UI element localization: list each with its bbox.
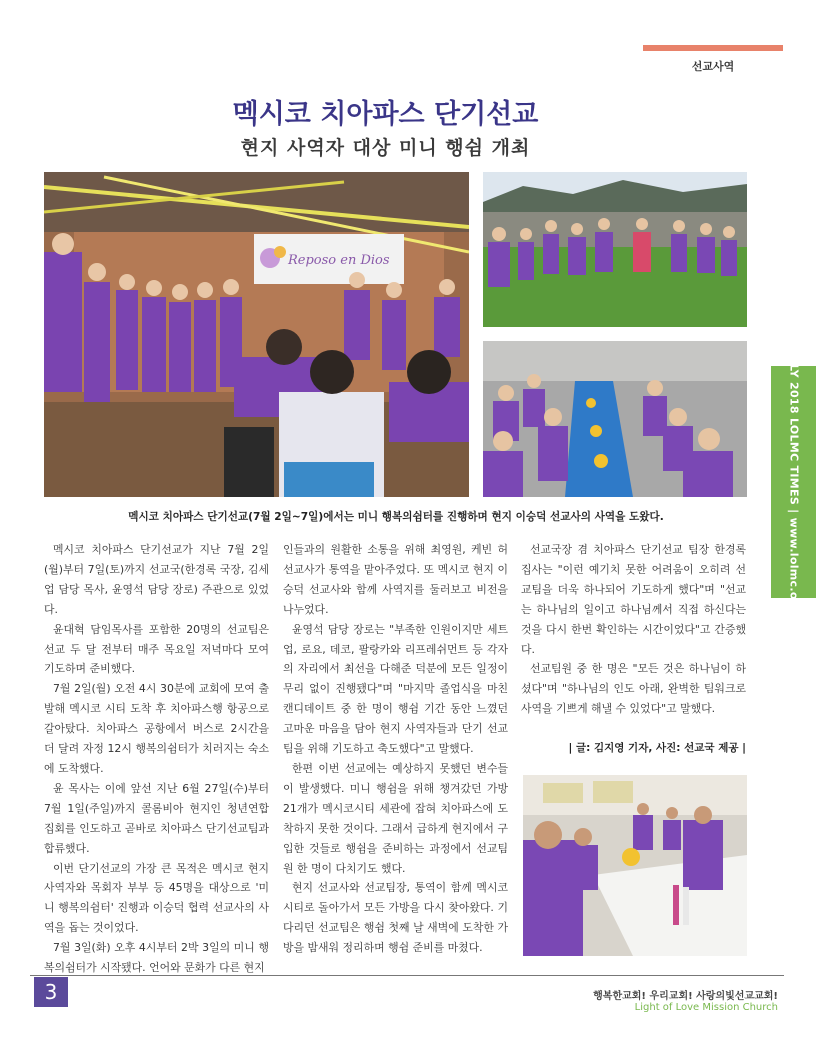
article-column-3 <box>521 540 746 719</box>
paragraph: 7월 3일(화) 오후 4시부터 2박 3일의 미니 행복의쉼터가 시작됐다. 언어와 문화가 다른 현지 <box>44 941 269 975</box>
article-column-1 <box>44 540 269 978</box>
side-tab-text: JULY 2018 LOLMC TIMES | www.lolmc.org <box>787 350 800 614</box>
paragraph: 이번 단기선교의 가장 큰 목적은 멕시코 현지 사역자와 목회자 부부 등 45명을 대상으로 '미니 행복의쉼터' 진행과 이승덕 협력 선교사의 사역을 돕는 것이었다. <box>44 861 269 935</box>
paragraph: 멕시코 치아파스 단기선교가 지난 7월 2일(월)부터 7일(토)까지 선교국(한경록 국장, 김세업 담당 목사, 윤영석 담당 장로) 주관으로 있었다. <box>44 543 269 616</box>
paragraph: 윤 목사는 이에 앞선 지난 6월 27일(수)부터 7월 1일(주일)까지 콜롬비아 현지인 청년연합집회를 인도하고 곧바로 치아파스 단기선교팀과 합류했다. <box>44 781 269 855</box>
group-table-photo <box>483 341 747 497</box>
paragraph: 7월 2일(월) 오전 4시 30분에 교회에 모여 출발해 멕시코 시티 도착 후 치아파스행 항공으로 갈아탔다. 치아파스 공항에서 버스로 2시간을 더 달려 자정 12시 행복의쉼터가 치러지는 숙소에 도착했다. <box>44 682 269 775</box>
footer-rule <box>30 975 784 976</box>
footer-church-name: Light of Love Mission Church <box>634 1002 778 1013</box>
footer-slogan-korean: 행복한교회! 우리교회! 사랑의빛선교교회! <box>593 991 778 1002</box>
section-label: 선교사역 <box>691 60 735 73</box>
paragraph: 윤영석 담당 장로는 "부족한 인원이지만 세트업, 로요, 데코, 팔랑카와 리프레쉬먼트 등 각자의 자리에서 최선을 다해준 덕분에 모든 일정이 무리 없이 진행됐다"며 "마지막 졸업식을 마친 캔디데이트 중 한 명이 행쉼 기간 동안 느꼈던 고마운 마음을 담아 현지 사역자들과 단기 선교팀을 위해 기도하고 축도했다"고 말했다. <box>283 622 508 756</box>
article-title: 멕시코 치아파스 단기선교 <box>232 99 539 130</box>
workshop-photo <box>523 775 747 956</box>
reposo-sign-text: Reposo en Dios <box>288 253 390 268</box>
article-column-2 <box>283 540 508 958</box>
paragraph: 인들과의 원활한 소통을 위해 최영원, 케빈 허 선교사가 통역을 맡아주었다. 또 멕시코 현지 이승덕 선교사와 함께 사역지를 둘러보고 비전을 나누었다. <box>283 543 508 616</box>
byline-credit: | 글: 김지영 기자, 사진: 선교국 제공 | <box>568 742 746 754</box>
group-outdoor-photo <box>483 172 747 327</box>
main-photo <box>44 172 469 497</box>
article-subtitle: 현지 사역자 대상 미니 행쉼 개최 <box>240 137 531 159</box>
paragraph: 선교국장 겸 치아파스 단기선교 팀장 한경록 집사는 "이런 예기치 못한 어려움이 오히려 선교팀을 더욱 하나되어 기도하게 했다"며 "선교는 하나님의 일이고 하나님께서 직접 하신다는 것을 다시 한번 확인하는 시간이었다"고 간증했다. <box>521 543 746 656</box>
header-accent-bar <box>643 45 783 51</box>
paragraph: 윤대혁 담임목사를 포함한 20명의 선교팀은 선교 두 달 전부터 매주 목요일 저녁마다 모여 기도하며 준비했다. <box>44 622 269 676</box>
paragraph: 선교팀원 중 한 명은 "모든 것은 하나님이 하셨다"며 "하나님의 인도 아래, 완벽한 팀워크로 사역을 기쁘게 해낼 수 있었다"고 말했다. <box>521 662 746 716</box>
paragraph: 한편 이번 선교에는 예상하지 못했던 변수들이 발생했다. 미니 행쉼을 위해 챙겨갔던 가방 21개가 멕시코시티 세관에 잡혀 치아파스에 도착하지 못한 것이다. 그래서 급하게 현지에서 구입한 것들로 행쉼을 준비하는 과정에서 선교팀원 한 명이 다치기도 했다. <box>283 761 508 875</box>
page-number: 3 <box>34 977 68 1007</box>
photo-caption: 멕시코 치아파스 단기선교(7월 2일~7일)에서는 미니 행복의쉼터를 진행하며 현지 이승덕 선교사의 사역을 도왔다. <box>128 511 664 523</box>
paragraph: 현지 선교사와 선교팀장, 통역이 함께 멕시코 시티로 돌아가서 모든 가방을 다시 찾아왔다. 기다리던 선교팀은 행쉼 첫째 날 새벽에 도착한 가방을 밤새워 정리하며 행쉼 준비를 마쳤다. <box>283 881 508 955</box>
side-tab <box>771 350 816 614</box>
